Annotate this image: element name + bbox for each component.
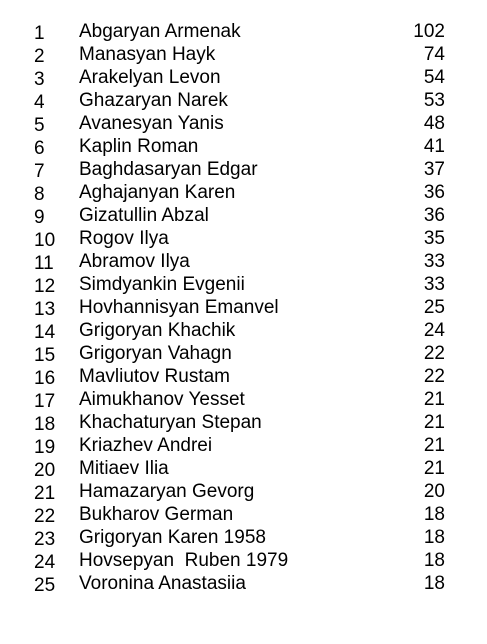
rank-cell: 9 [34, 207, 45, 228]
name-cell: Mitiaev Ilia [79, 458, 169, 479]
name-cell: Grigoryan Khachik [79, 320, 236, 341]
score-cell: 36 [423, 205, 445, 226]
name-cell: Abramov Ilya [79, 251, 190, 272]
name-cell: Hovsepyan Ruben 1979 [79, 550, 289, 571]
name-cell: Simdyankin Evgenii [79, 274, 245, 295]
rank-cell: 11 [34, 253, 54, 274]
name-cell: Baghdasaryan Edgar [79, 159, 258, 180]
score-cell: 22 [423, 366, 445, 387]
name-cell: Voronina Anastasiia [79, 573, 246, 594]
table-row [0, 273, 487, 296]
table-row [0, 503, 487, 526]
score-cell: 20 [423, 481, 445, 502]
rank-cell: 16 [34, 368, 56, 389]
name-cell: Avanesyan Yanis [79, 113, 224, 134]
table-row [0, 365, 487, 388]
ranking-table [0, 20, 487, 595]
score-cell: 53 [423, 90, 445, 111]
score-cell: 18 [423, 504, 445, 525]
table-row [0, 549, 487, 572]
score-cell: 33 [423, 274, 445, 295]
score-cell: 21 [423, 435, 445, 456]
rank-cell: 13 [34, 299, 56, 320]
table-row [0, 296, 487, 319]
table-row [0, 66, 487, 89]
score-cell: 36 [423, 182, 445, 203]
score-cell: 21 [423, 458, 445, 479]
name-cell: Bukharov German [79, 504, 234, 525]
name-cell: Rogov Ilya [79, 228, 169, 249]
table-row [0, 204, 487, 227]
name-cell: Gizatullin Abzal [79, 205, 209, 226]
rank-cell: 4 [34, 92, 45, 113]
table-row [0, 89, 487, 112]
score-cell: 25 [423, 297, 445, 318]
score-cell: 21 [423, 412, 445, 433]
name-cell: Mavliutov Rustam [79, 366, 230, 387]
rank-cell: 21 [34, 483, 56, 504]
score-cell: 18 [423, 527, 445, 548]
table-row [0, 158, 487, 181]
name-cell: Manasyan Hayk [79, 44, 216, 65]
rank-cell: 22 [34, 506, 56, 527]
score-cell: 21 [423, 389, 445, 410]
rank-cell: 8 [34, 184, 45, 205]
name-cell: Khachaturyan Stepan [79, 412, 262, 433]
table-row [0, 319, 487, 342]
rank-cell: 2 [34, 46, 45, 67]
table-row [0, 181, 487, 204]
rank-cell: 6 [34, 138, 45, 159]
rank-cell: 12 [34, 276, 56, 297]
name-cell: Hovhannisyan Emanvel [79, 297, 279, 318]
rank-cell: 23 [34, 529, 56, 550]
rank-cell: 19 [34, 437, 56, 458]
name-cell: Arakelyan Levon [79, 67, 221, 88]
name-cell: Kriazhev Andrei [79, 435, 213, 456]
table-row [0, 250, 487, 273]
table-row [0, 480, 487, 503]
table-row [0, 388, 487, 411]
score-cell: 18 [423, 550, 445, 571]
score-cell: 48 [423, 113, 445, 134]
name-cell: Grigoryan Vahagn [79, 343, 232, 364]
score-cell: 74 [423, 44, 445, 65]
score-cell: 24 [423, 320, 445, 341]
table-row [0, 342, 487, 365]
rank-cell: 18 [34, 414, 56, 435]
table-row [0, 43, 487, 66]
score-cell: 54 [423, 67, 445, 88]
rank-cell: 17 [34, 391, 56, 412]
rank-cell: 5 [34, 115, 45, 136]
score-cell: 22 [423, 343, 445, 364]
score-cell: 41 [423, 136, 445, 157]
rank-cell: 15 [34, 345, 56, 366]
rank-cell: 14 [34, 322, 56, 343]
table-row [0, 572, 487, 595]
name-cell: Grigoryan Karen 1958 [79, 527, 266, 548]
rank-cell: 20 [34, 460, 56, 481]
rank-cell: 7 [34, 161, 45, 182]
name-cell: Aghajanyan Karen [79, 182, 236, 203]
name-cell: Ghazaryan Narek [79, 90, 228, 111]
score-cell: 35 [423, 228, 445, 249]
score-cell: 37 [423, 159, 445, 180]
rank-cell: 10 [34, 230, 56, 251]
table-row [0, 457, 487, 480]
name-cell: Aimukhanov Yesset [79, 389, 245, 410]
table-row [0, 411, 487, 434]
table-row [0, 227, 487, 250]
table-row [0, 135, 487, 158]
name-cell: Abgaryan Armenak [79, 21, 241, 42]
score-cell: 102 [413, 21, 445, 42]
rank-cell: 24 [34, 552, 56, 573]
name-cell: Hamazaryan Gevorg [79, 481, 255, 502]
table-row [0, 526, 487, 549]
score-cell: 18 [423, 573, 445, 594]
name-cell: Kaplin Roman [79, 136, 199, 157]
rank-cell: 25 [34, 575, 56, 596]
rank-cell: 1 [34, 23, 45, 44]
table-row [0, 434, 487, 457]
rank-cell: 3 [34, 69, 45, 90]
score-cell: 33 [423, 251, 445, 272]
table-row [0, 112, 487, 135]
table-row [0, 20, 487, 43]
